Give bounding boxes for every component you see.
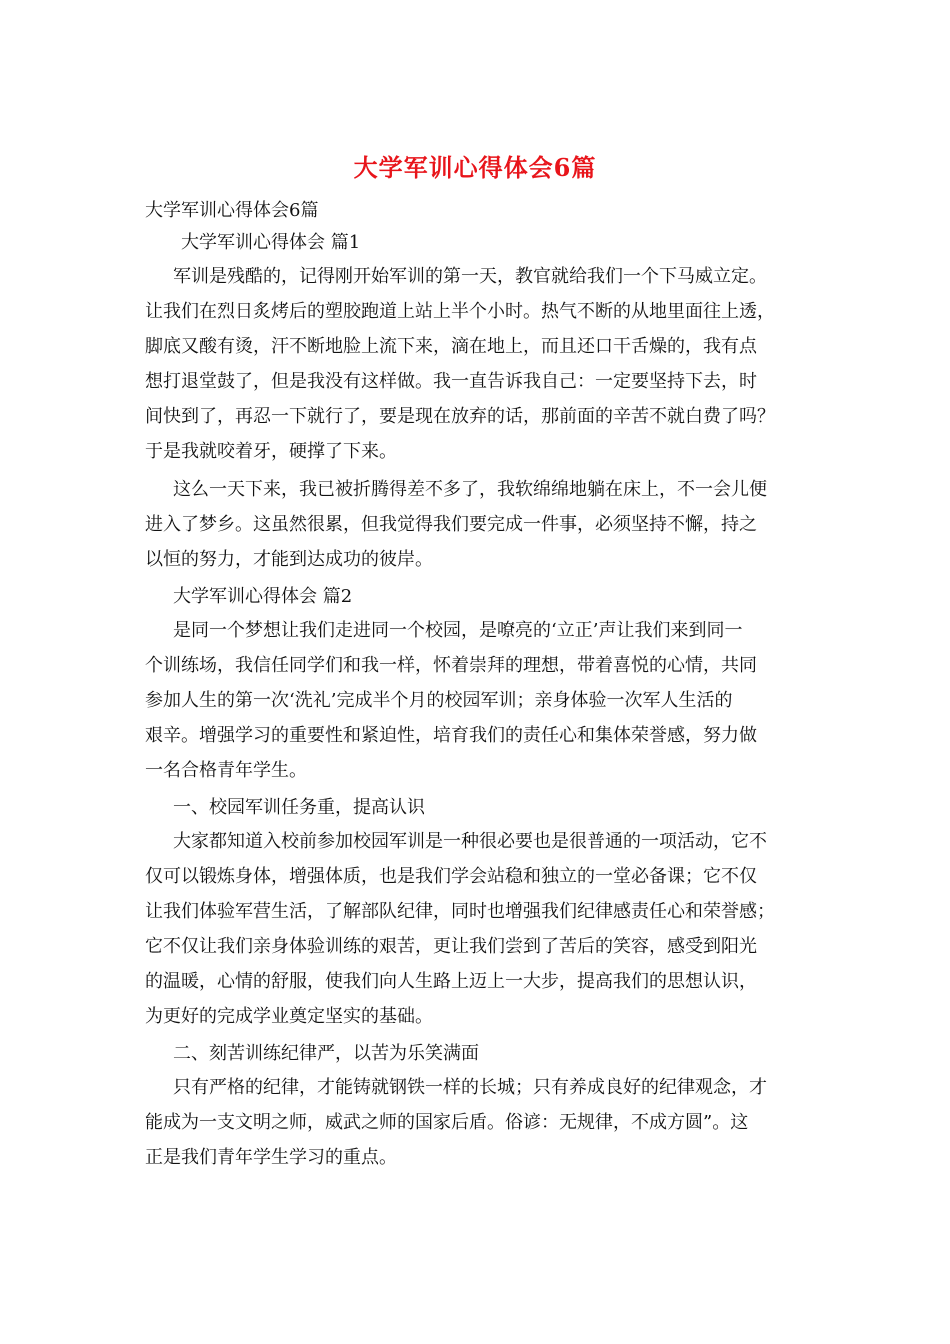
paragraph-line: 参加人生的第一次‘洗礼’完成半个月的校园军训；亲身体验一次军人生活的 bbox=[145, 690, 733, 711]
doc-subtitle: 大学军训心得体会6篇 bbox=[145, 200, 319, 221]
section-heading-4: 二、刻苦训练纪律严，以苦为乐笑满面 bbox=[173, 1043, 479, 1064]
paragraph-line: 正是我们青年学生学习的重点。 bbox=[145, 1147, 397, 1168]
paragraph-line: 让我们体验军营生活，了解部队纪律，同时也增强我们纪律感责任心和荣誉感； bbox=[145, 901, 775, 922]
paragraph-line: 大家都知道入校前参加校园军训是一种很必要也是很普通的一项活动，它不 bbox=[173, 831, 767, 852]
paragraph-line: 个训练场，我信任同学们和我一样，怀着崇拜的理想，带着喜悦的心情，共同 bbox=[145, 655, 757, 676]
paragraph-line: 脚底又酸有烫，汗不断地脸上流下来，滴在地上，而且还口干舌燥的，我有点 bbox=[145, 336, 757, 357]
paragraph-line: 仅可以锻炼身体，增强体质，也是我们学会站稳和独立的一堂必备课；它不仅 bbox=[145, 866, 757, 887]
paragraph-line: 只有严格的纪律，才能铸就钢铁一样的长城；只有养成良好的纪律观念，才 bbox=[173, 1077, 767, 1098]
paragraph-1 bbox=[145, 259, 815, 469]
paragraph-line: 的温暖，心情的舒服，使我们向人生路上迈上一大步，提高我们的思想认识， bbox=[145, 971, 757, 992]
paragraph-line: 间快到了，再忍一下就行了，要是现在放弃的话，那前面的辛苦不就白费了吗？ bbox=[145, 406, 775, 427]
document-body bbox=[145, 196, 815, 1178]
paragraph-line: 艰辛。增强学习的重要性和紧迫性，培育我们的责任心和集体荣誉感，努力做 bbox=[145, 725, 757, 746]
paragraph-line: 于是我就咬着牙，硬撑了下来。 bbox=[145, 441, 397, 462]
paragraph-line: 以恒的努力，才能到达成功的彼岸。 bbox=[145, 549, 433, 570]
section-heading-2: 大学军训心得体会 篇2 bbox=[173, 586, 353, 607]
paragraph-4 bbox=[145, 824, 815, 1034]
paragraph-3 bbox=[145, 613, 815, 788]
paragraph-line: 想打退堂鼓了，但是我没有这样做。我一直告诉我自己：一定要坚持下去，时 bbox=[145, 371, 757, 392]
section-heading-3: 一、校园军训任务重，提高认识 bbox=[173, 797, 425, 818]
paragraph-line: 军训是残酷的，记得刚开始军训的第一天，教官就给我们一个下马威立定。 bbox=[173, 266, 767, 287]
paragraph-line: 能成为一支文明之师，威武之师的国家后盾。俗谚：无规律，不成方圆”。这 bbox=[145, 1112, 749, 1133]
paragraph-line: 这么一天下来，我已被折腾得差不多了，我软绵绵地躺在床上，不一会儿便 bbox=[173, 479, 767, 500]
paragraph-line: 为更好的完成学业奠定坚实的基础。 bbox=[145, 1006, 433, 1027]
paragraph-2 bbox=[145, 472, 815, 577]
paragraph-line: 进入了梦乡。这虽然很累，但我觉得我们要完成一件事，必须坚持不懈，持之 bbox=[145, 514, 757, 535]
paragraph-line: 是同一个梦想让我们走进同一个校园，是嘹亮的‘立正’声让我们来到同一 bbox=[173, 620, 743, 641]
paragraph-5 bbox=[145, 1070, 815, 1175]
paragraph-line: 它不仅让我们亲身体验训练的艰苦，更让我们尝到了苦后的笑容，感受到阳光 bbox=[145, 936, 757, 957]
paragraph-line: 让我们在烈日炙烤后的塑胶跑道上站上半个小时。热气不断的从地里面往上透， bbox=[145, 301, 775, 322]
paragraph-line: 一名合格青年学生。 bbox=[145, 760, 307, 781]
document-title: 大学军训心得体会6篇 bbox=[353, 153, 597, 182]
section-heading-1: 大学军训心得体会 篇1 bbox=[181, 232, 361, 253]
